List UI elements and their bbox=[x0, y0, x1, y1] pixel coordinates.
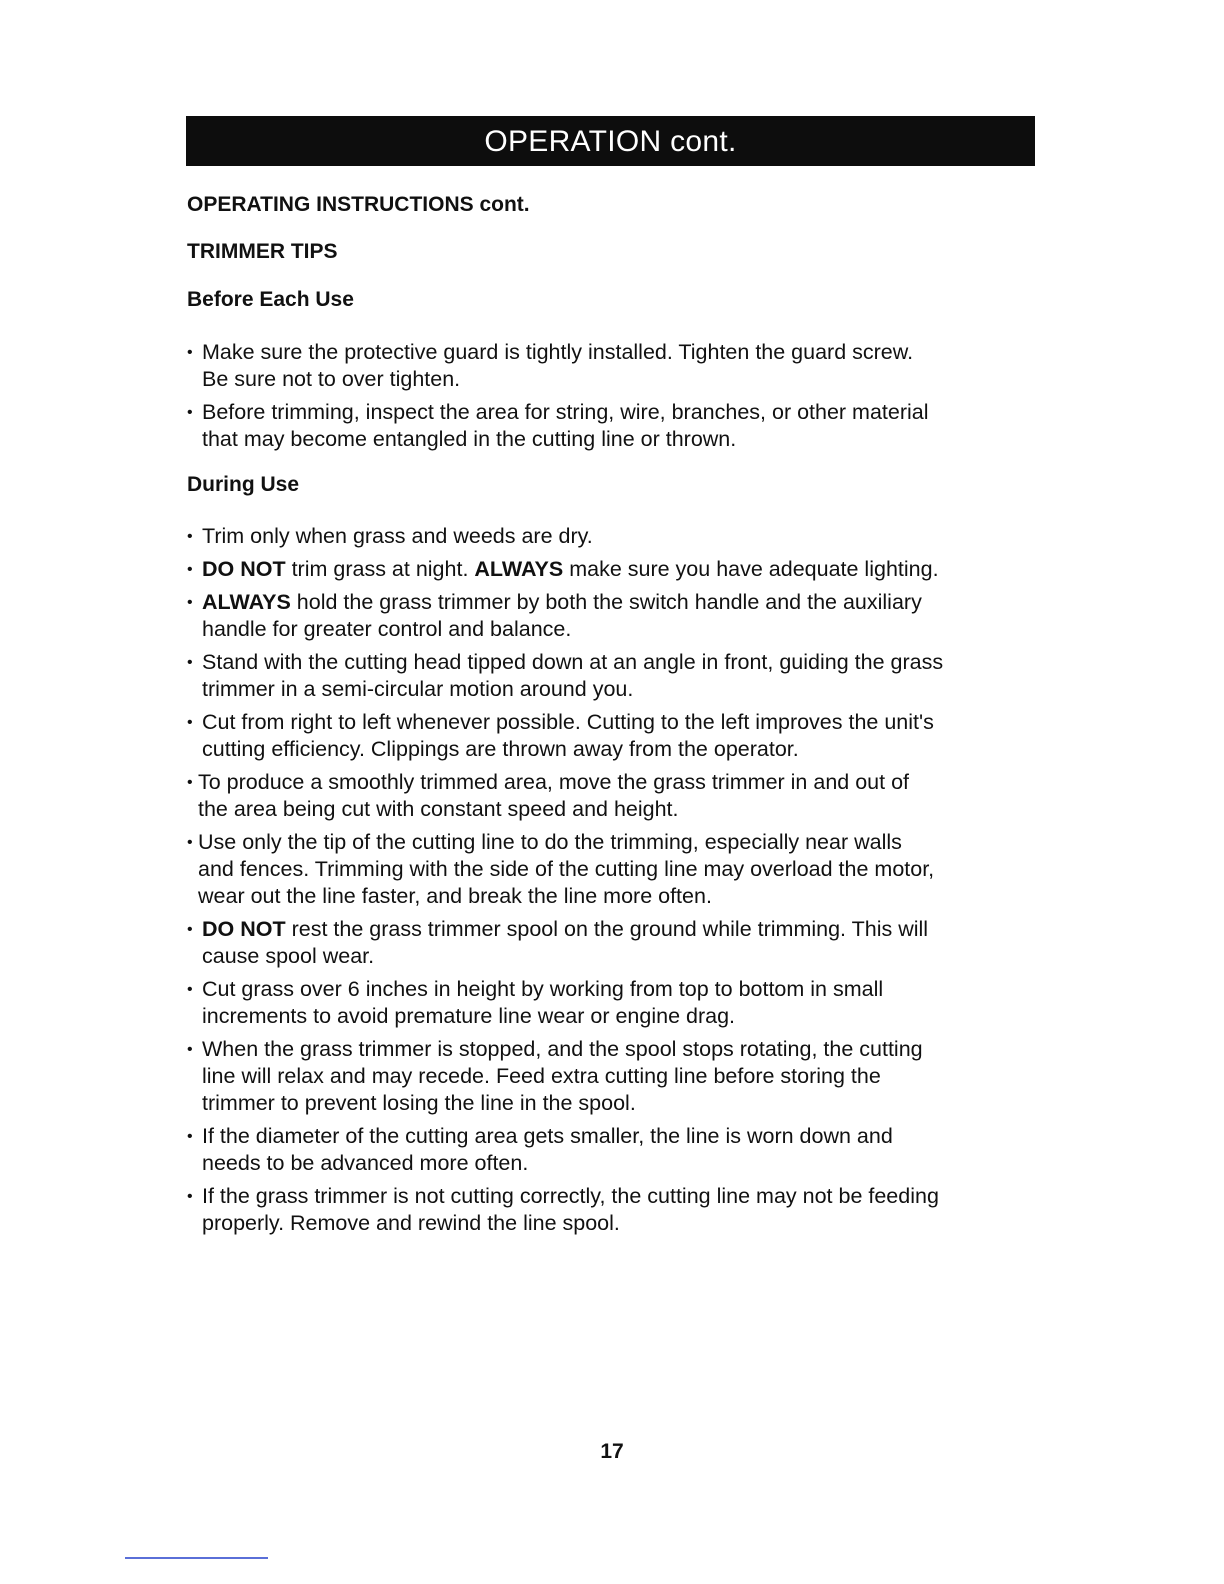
list-item-text: Stand with the cutting head tipped down at an angle in front, guiding the grass trimmer in a semi-circular motion around you. bbox=[202, 650, 944, 701]
list-item bbox=[187, 769, 1047, 823]
list-item-text: rest the grass trimmer spool on the ground while trimming. This will cause spool wear. bbox=[202, 917, 929, 968]
list-item-text: Trim only when grass and weeds are dry. bbox=[202, 524, 593, 548]
trimmer-tips-heading: TRIMMER TIPS bbox=[187, 240, 338, 263]
list-item bbox=[187, 1183, 1047, 1237]
section-title: OPERATION cont. bbox=[484, 125, 737, 158]
section-title-bar bbox=[186, 116, 1035, 166]
during-use-heading: During Use bbox=[187, 473, 300, 496]
list-item-text: Make sure the protective guard is tightly installed. Tighten the guard screw. Be sure not to over tighten. bbox=[202, 340, 914, 391]
list-item bbox=[187, 1123, 1047, 1177]
list-item bbox=[187, 649, 1047, 703]
warning-do-not: DO NOT bbox=[202, 917, 286, 941]
list-item-text: If the grass trimmer is not cutting correctly, the cutting line may not be feeding properly. Remove and rewind the line spool. bbox=[202, 1184, 939, 1235]
warning-always: ALWAYS bbox=[474, 557, 564, 581]
list-item-text: make sure you have adequate lighting. bbox=[563, 557, 939, 581]
during-use-list bbox=[187, 523, 1047, 1237]
list-item-text: hold the grass trimmer by both the switch handle and the auxiliary handle for greater control and balance. bbox=[202, 590, 922, 641]
list-item-text: trim grass at night. bbox=[285, 557, 475, 581]
before-each-use-list bbox=[187, 339, 1047, 453]
before-each-use-heading: Before Each Use bbox=[187, 288, 354, 311]
page-number: 17 bbox=[600, 1440, 624, 1463]
list-item-text: Use only the tip of the cutting line to do the trimming, especially near walls and fences. Trimming with the side of the cutting line may overload the motor, wear out the line faster, and break the line more often. bbox=[198, 830, 935, 908]
warning-always: ALWAYS bbox=[202, 590, 291, 614]
list-item bbox=[187, 399, 1047, 453]
list-item bbox=[187, 709, 1047, 763]
list-item bbox=[187, 589, 1047, 643]
list-item-text: Before trimming, inspect the area for string, wire, branches, or other material that may become entangled in the cutting line or thrown. bbox=[202, 400, 929, 451]
operating-instructions-heading: OPERATING INSTRUCTIONS cont. bbox=[187, 193, 530, 216]
list-item bbox=[187, 829, 1047, 910]
main-content bbox=[187, 192, 1047, 1243]
list-item bbox=[187, 976, 1047, 1030]
list-item-text: To produce a smoothly trimmed area, move the grass trimmer in and out of the area being cut with constant speed and height. bbox=[198, 770, 910, 821]
list-item bbox=[187, 523, 1047, 550]
footer-divider bbox=[125, 1557, 268, 1559]
list-item-text: Cut from right to left whenever possible. Cutting to the left improves the unit's cutting efficiency. Clippings are thrown away from the operator. bbox=[202, 710, 934, 761]
list-item bbox=[187, 556, 1047, 583]
list-item bbox=[187, 916, 1047, 970]
list-item-text: When the grass trimmer is stopped, and the spool stops rotating, the cutting line will relax and may recede. Feed extra cutting line before storing the trimmer to prevent losing the line in the spool. bbox=[202, 1037, 923, 1115]
list-item bbox=[187, 339, 1047, 393]
warning-do-not: DO NOT bbox=[202, 557, 286, 581]
list-item bbox=[187, 1036, 1047, 1117]
list-item-text: Cut grass over 6 inches in height by working from top to bottom in small increments to avoid premature line wear or engine drag. bbox=[202, 977, 884, 1028]
list-item-text: If the diameter of the cutting area gets smaller, the line is worn down and needs to be advanced more often. bbox=[202, 1124, 893, 1175]
